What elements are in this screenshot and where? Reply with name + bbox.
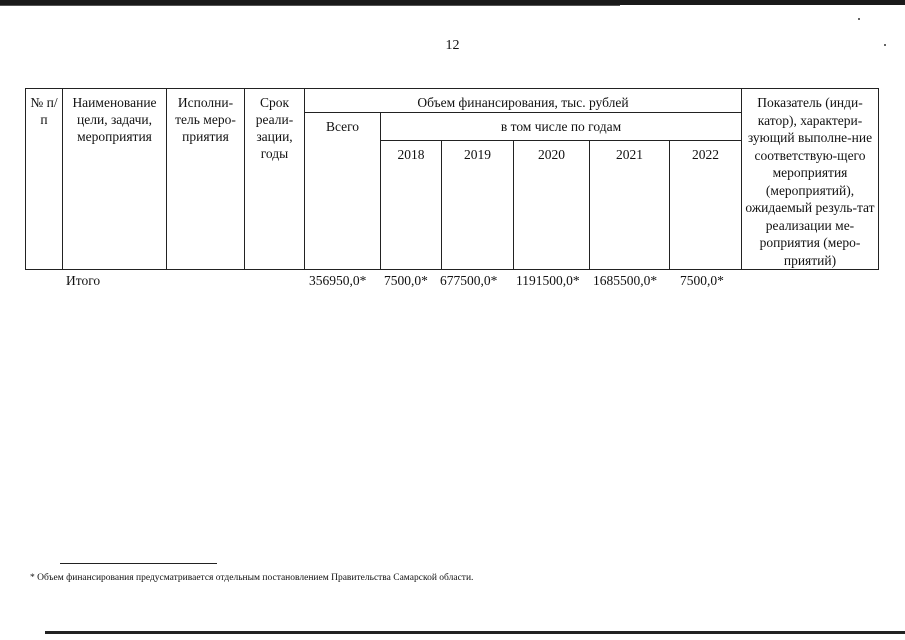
- scan-speck: [858, 18, 860, 20]
- header-year: 2018: [381, 141, 442, 270]
- header-year: 2019: [442, 141, 514, 270]
- header-year: 2022: [670, 141, 742, 270]
- header-name: Наименование цели, задачи, мероприятия: [63, 89, 167, 270]
- header-num: № п/п: [26, 89, 63, 270]
- page-number: 12: [445, 38, 460, 53]
- footnote-separator: [60, 563, 217, 564]
- header-indicator: Показатель (инди-катор), характери-зующий выполне-ние соответствую-щего мероприятия (мероприятий), ожидаемый резуль-тат реализации ме-роприятия (меро-приятий): [742, 89, 879, 270]
- totals-year-value: 677500,0*: [440, 273, 498, 288]
- funding-table: [25, 88, 879, 270]
- totals-year-value: 7500,0*: [680, 273, 724, 288]
- totals-row: [0, 273, 905, 293]
- header-funding: Объем финансирования, тыс. рублей: [305, 89, 742, 113]
- header-by-years: в том числе по годам: [381, 113, 742, 141]
- header-total: Всего: [305, 113, 381, 270]
- scan-edge-bottom: [45, 631, 905, 634]
- header-year: 2020: [514, 141, 590, 270]
- footnote: * Объем финансирования предусматривается отдельным постановлением Правительства Самарской области.: [30, 573, 474, 583]
- totals-year-value: 7500,0*: [384, 273, 428, 288]
- totals-year-value: 1685500,0*: [593, 273, 658, 288]
- scan-edge-top-shadow: [0, 5, 620, 6]
- header-executor: Исполни-тель меро-приятия: [167, 89, 245, 270]
- header-year: 2021: [590, 141, 670, 270]
- totals-year-value: 1191500,0*: [516, 273, 580, 288]
- totals-label: Итого: [66, 273, 101, 288]
- header-term: Срок реали-зации, годы: [245, 89, 305, 270]
- totals-total-value: 356950,0*: [309, 273, 367, 288]
